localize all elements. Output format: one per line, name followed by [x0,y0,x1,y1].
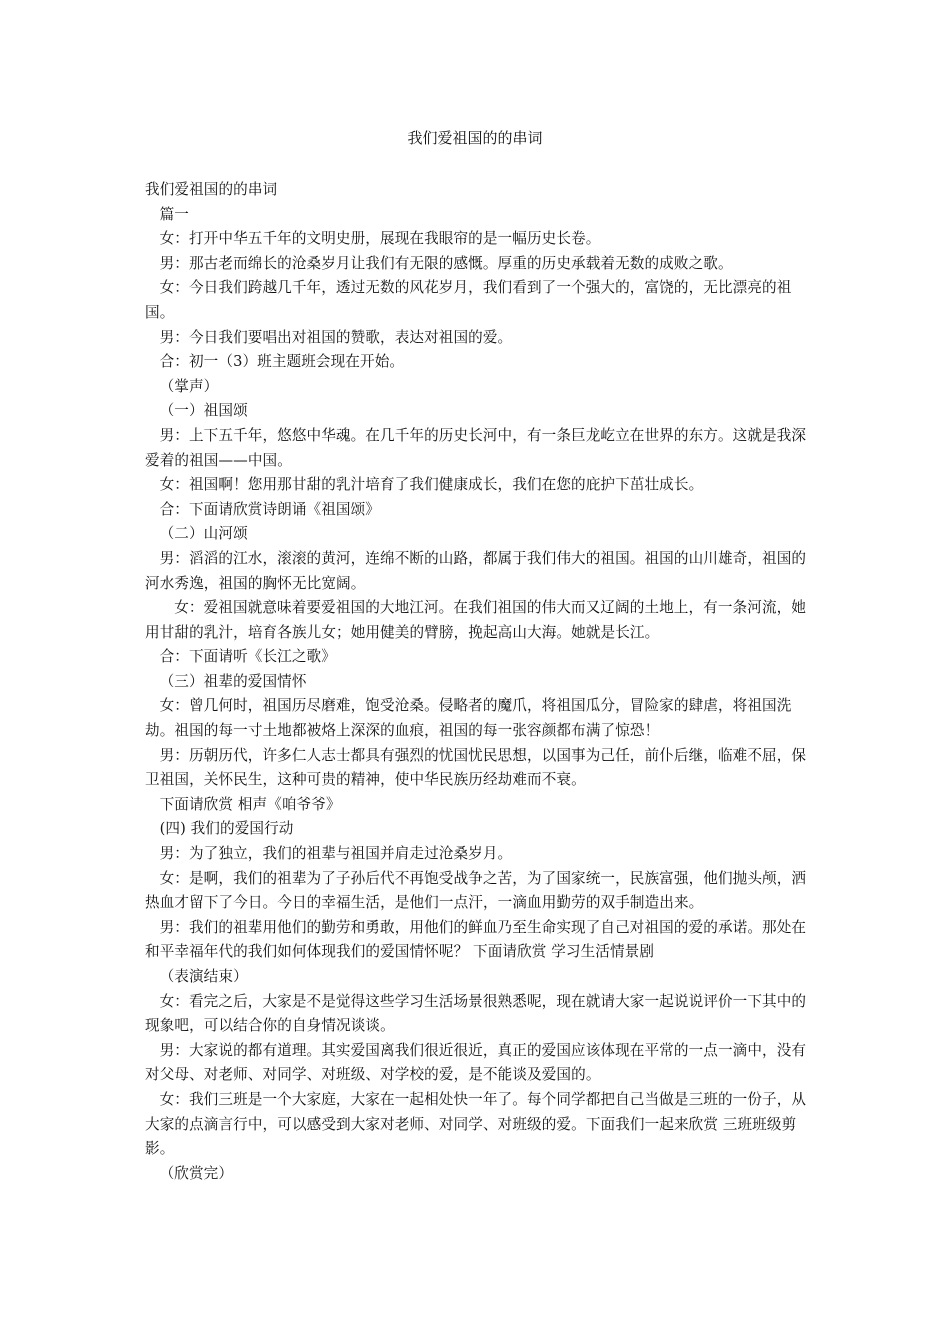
paragraph-section-heading: (四) 我们的爱国行动 [159,820,294,838]
paragraph: 女：我们三班是一个大家庭，大家在一起相处快一年了。每个同学都把自己当做是三班的一份子，从大家的点滴言行中，可以感受到大家对老师、对同学、对班级的爱。下面我们一起来欣赏 三班班级剪影。 [145,1090,807,1158]
paragraph-stage-direction: （表演结束） [159,968,248,985]
paragraph: 女：看完之后，大家是不是觉得这些学习生活场景很熟悉呢，现在就请大家一起说说评价一下其中的现象吧，可以结合你的自身情况谈谈。 [145,992,807,1035]
document-subtitle: 我们爱祖国的的串词 [145,181,278,198]
paragraph: 下面请欣赏 相声《咱爷爷》 [159,795,341,813]
paragraph: 女：爱祖国就意味着要爱祖国的大地江河。在我们祖国的伟大而又辽阔的土地上，有一条河流，她用甘甜的乳汁，培育各族儿女；她用健美的臂膀，挽起高山大海。她就是长江。 [145,599,807,641]
paragraph: 男：我们的祖辈用他们的勤劳和勇敢，用他们的鲜血乃至生命实现了自己对祖国的爱的承诺。那处在和平幸福年代的我们如何体现我们的爱国情怀呢？ 下面请欣赏 学习生活情景剧 [145,918,807,961]
paragraph: 男：上下五千年，悠悠中华魂。在几千年的历史长河中，有一条巨龙屹立在世界的东方。这就是我深爱着的祖国——中国。 [145,426,807,469]
paragraph: 女：祖国啊！您用那甘甜的乳汁培育了我们健康成长，我们在您的庇护下茁壮成长。 [159,476,704,494]
paragraph: 合：下面请听《长江之歌》 [159,648,336,666]
paragraph: 合：初一（3）班主题班会现在开始。 [159,353,405,371]
paragraph: 男：滔滔的江水，滚滚的黄河，连绵不断的山路，都属于我们伟大的祖国。祖国的山川雄奇，祖国的河水秀逸，祖国的胸怀无比宽阔。 [145,549,807,592]
paragraph-section-heading: （一）祖国颂 [159,402,248,420]
paragraph: 男：历朝历代，许多仁人志士都具有强烈的忧国忧民思想，以国事为己任，前仆后继，临难不屈，保卫祖国，关怀民生，这种可贵的精神，使中华民族历经劫难而不衰。 [145,746,807,789]
paragraph: 男：大家说的都有道理。其实爱国离我们很近很近，真正的爱国应该体现在平常的一点一滴中，没有对父母、对老师、对同学、对班级、对学校的爱，是不能谈及爱国的。 [145,1041,807,1084]
paragraph-stage-direction: （欣赏完） [159,1164,234,1182]
paragraph: 女：今日我们跨越几千年，透过无数的风花岁月，我们看到了一个强大的，富饶的，无比漂亮的祖国。 [145,279,792,321]
paragraph: 女：是啊，我们的祖辈为了子孙后代不再饱受战争之苦，为了国家统一，民族富强，他们抛头颅，洒热血才留下了今日。今日的幸福生活，是他们一点汗，一滴血用勤劳的双手制造出来。 [145,869,807,912]
paragraph: 男：今日我们要唱出对祖国的赞歌，表达对祖国的爱。 [159,328,513,346]
paragraph-section-label: 篇一 [159,205,189,223]
paragraph-stage-direction: （掌声） [159,377,219,395]
paragraph: 男：那古老而绵长的沧桑岁月让我们有无限的感慨。厚重的历史承载着无数的成败之歌。 [159,254,733,272]
paragraph: 合：下面请欣赏诗朗诵《祖国颂》 [159,500,381,518]
paragraph: 女：打开中华五千年的文明史册，展现在我眼帘的是一幅历史长卷。 [159,230,601,248]
document-body [145,178,813,1186]
document-title: 我们爱祖国的的串词 [407,129,543,147]
paragraph: 女：曾几何时，祖国历尽磨难，饱受沧桑。侵略者的魔爪，将祖国瓜分，冒险家的肆虐，将祖国洗劫。祖国的每一寸土地都被烙上深深的血痕，祖国的每一张容颜都布满了惊恐！ [145,697,792,740]
paragraph: 男：为了独立，我们的祖辈与祖国并肩走过沧桑岁月。 [159,845,513,863]
paragraph-section-heading: （三）祖辈的爱国情怀 [159,672,307,690]
paragraph-section-heading: （二）山河颂 [159,525,248,543]
